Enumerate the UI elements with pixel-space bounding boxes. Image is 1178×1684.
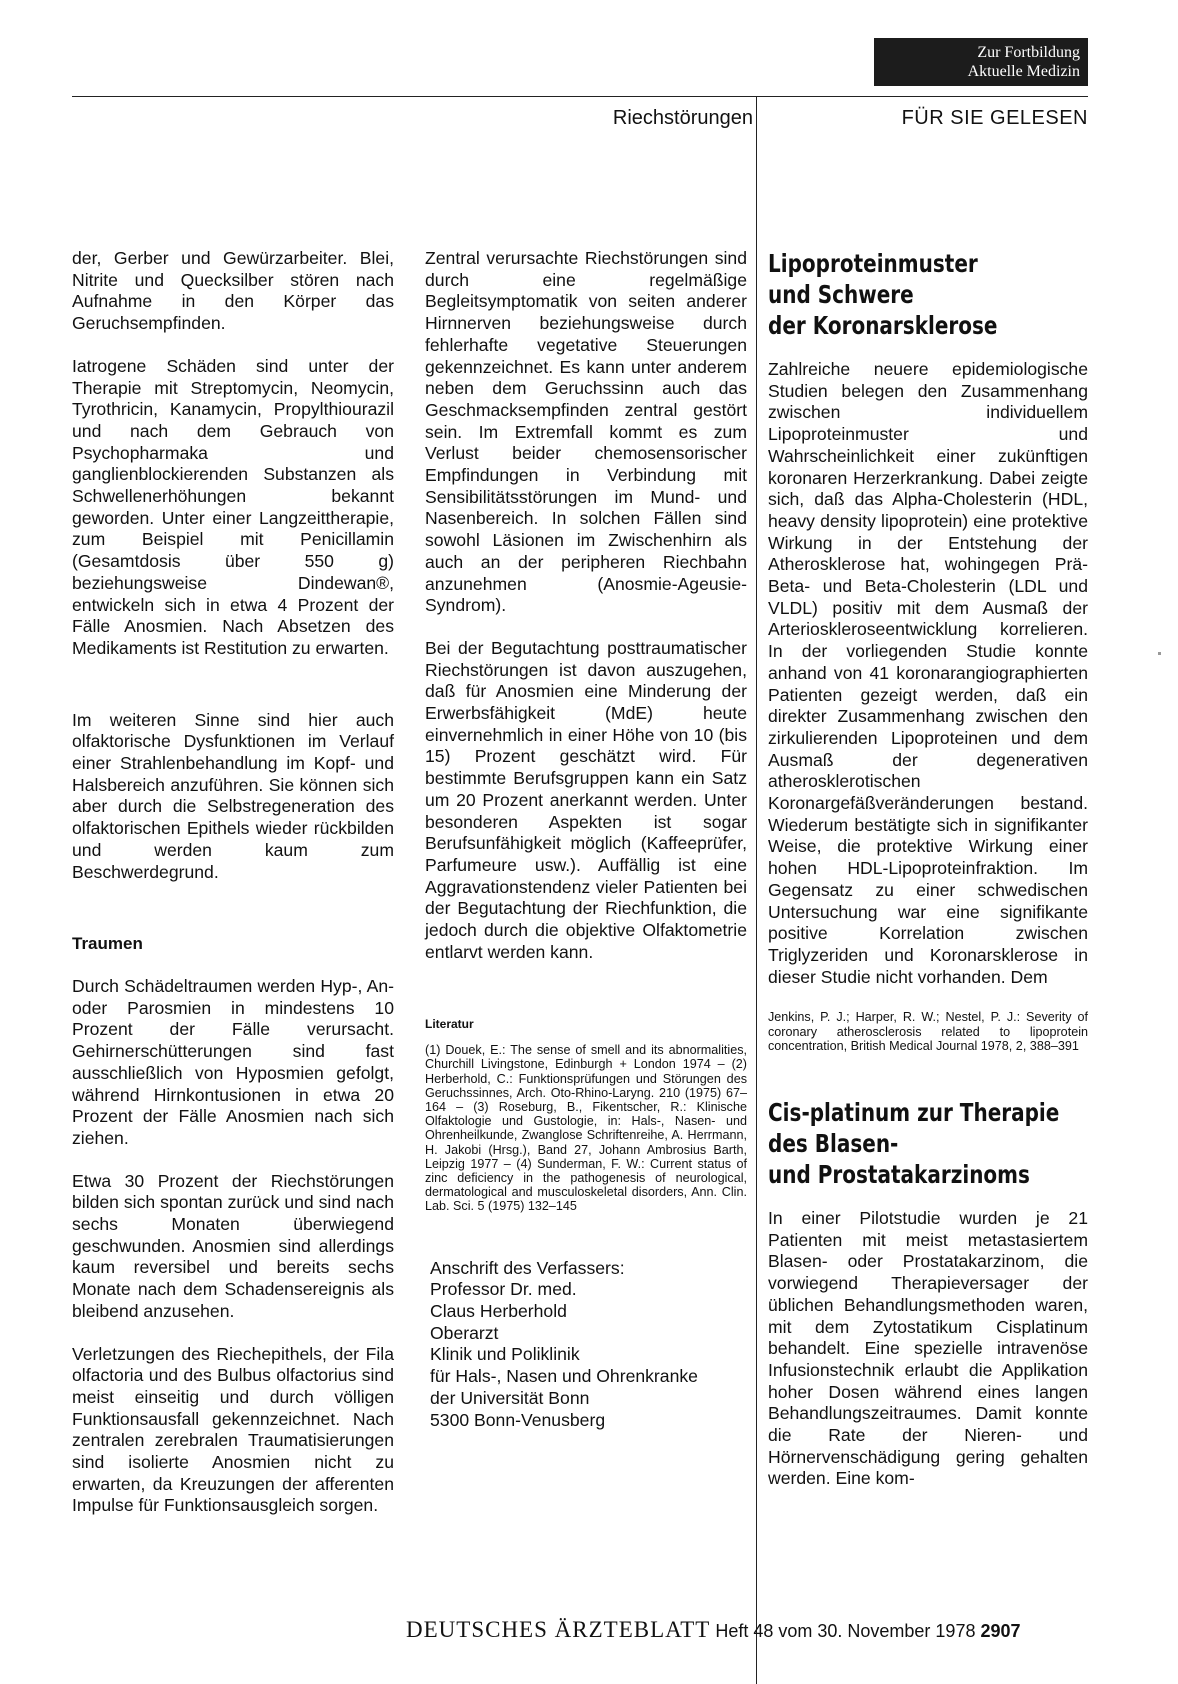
header-rule <box>72 96 1088 97</box>
headline-cis-platinum <box>768 1097 1060 1190</box>
paragraph: Im weiteren Sinne sind hier auch olfaktorische Dysfunktionen im Verlauf einer Strahlenbehandlung im Kopf- und Halsbereich anzuführen. Sie können sich aber durch die Selbstregeneration des olfaktorischen Epithels wieder rückbilden und werden kaum zum Beschwerdegrund. <box>72 709 394 882</box>
address-line: Claus Herberhold <box>430 1301 567 1322</box>
paragraph: In einer Pilotstudie wurden je 21 Patienten mit meist metastasiertem Blasen- oder Prostatakarzinom, die vorwiegend Therapieversager der üblichen Behandlungsmethoden waren, mit dem Zytostatikum Cisplatinum behandelt. Eine spezielle intravenöse Infusionstechnik erlaubt die Applikation hoher Dosen während eines langen Behandlungszeitraumes. Damit konnte die Rate der Nieren- und Hörnervenschädigung gering gehalten werden. Eine kom- <box>768 1208 1088 1489</box>
address-line: Professor Dr. med. <box>430 1279 577 1300</box>
headline-lipoprotein <box>768 248 1024 341</box>
author-address <box>425 1258 747 1432</box>
department-badge <box>874 38 1088 86</box>
headline-line: der Koronarsklerose <box>768 311 998 340</box>
address-line: 5300 Bonn-Venusberg <box>430 1409 606 1430</box>
paragraph: Bei der Begutachtung posttraumatischer Riechstörungen ist davon auszugehen, daß für Anosmien eine Minderung der Erwerbsfähigkeit (MdE) heute einvernehmlich in einer Höhe von 10 (bis 15) Prozent geschätzt wird. Für bestimmte Berufsgruppen kann ein Satz um 20 Prozent anerkannt werden. Unter besonderen Aspekten ist sogar Berufsunfähigkeit möglich (Kaffeeprüfer, Parfumeure usw.). Auffällig ist eine Aggravationstendenz vieler Patienten bei der Begutachtung der Riechfunktion, die jedoch durch die objektive Olfaktometrie entlarvt werden kann. <box>425 637 747 962</box>
paragraph: Durch Schädeltraumen werden Hyp-, An- oder Parosmien in mindestens 10 Prozent der Fälle verursacht. Gehirnerschütterungen sind fast ausschließlich von Hyposmien gefolgt, während Hirnkontusionen in etwa 20 Prozent der Fälle Anosmien nach sich ziehen. <box>72 975 394 1148</box>
paragraph: Etwa 30 Prozent der Riechstörungen bilden sich spontan zurück und sind nach sechs Monaten überwiegend geschwunden. Anosmien sind allerdings kaum reversibel und bereits sechs Monate nach dem Schadensereignis als bleibend anzusehen. <box>72 1170 394 1321</box>
article-column-3 <box>768 248 1088 1490</box>
paragraph: Zahlreiche neuere epidemiologische Studien belegen den Zusammenhang zwischen individuellem Lipoproteinmuster und Wahrscheinlichkeit einer zukünftigen koronaren Herzerkrankung. Dabei zeigte sich, daß das Alpha-Cholesterin (HDL, heavy density lipoprotein) eine protektive Wirkung in der Entstehung der Atherosklerose hat, wohingegen Prä-Beta- und Beta-Cholesterin (LDL und VLDL) positiv mit dem Ausmaß der Arterioskleroseentwicklung korrelieren. In der vorliegenden Studie konnte anhand von 41 koronarangiographierten Patienten gezeigt werden, daß ein direkter Zusammenhang zwischen den zirkulierenden Lipoproteinen und dem Ausmaß der degenerativen atherosklerotischen Koronargefäßveränderungen bestand. Wiederum bestätigte sich in signifikanter Weise, die protektive Wirkung einer hohen HDL-Lipoproteinfraktion. Im Gegensatz zu einer schwedischen Untersuchung war eine signifikante positive Korrelation zwischen Triglyzeriden und Koronarsklerose in dieser Studie nicht vorhanden. Dem <box>768 359 1088 987</box>
headline-line: Cis-platinum zur Therapie <box>768 1098 1060 1127</box>
badge-line-2: Aktuelle Medizin <box>967 63 1080 80</box>
headline-line: und Prostatakarzinoms <box>768 1160 1030 1189</box>
section-title-right: FÜR SIE GELESEN <box>901 107 1088 129</box>
address-line: der Universität Bonn <box>430 1387 590 1408</box>
address-line: für Hals-, Nasen und Ohrenkranke <box>430 1366 698 1387</box>
paragraph: Zentral verursachte Riechstörungen sind durch eine regelmäßige Begleitsymptomatik von seiten anderer Hirnnerven beziehungsweise durch fehlerhafte vegetative Steuerungen gekennzeichnet. Es kann unter anderem neben dem Geruchssinn auch das Geschmacksempfinden zentral gestört sein. Im Extremfall kommt es zum Verlust beider chemosensorischer Empfindungen in Verbindung mit Sensibilitätsstörungen im Mund- und Nasenbereich. In solchen Fällen sind sowohl Läsionen im Zwischenhirn als auch an der peripheren Riechbahn anzunehmen (Anosmie-Ageusie-Syndrom). <box>425 248 747 616</box>
column-divider <box>756 96 757 1684</box>
address-line: Anschrift des Verfassers: <box>430 1257 625 1278</box>
article-column-1 <box>72 248 394 1517</box>
section-title-left: Riechstörungen <box>612 107 753 129</box>
scan-mark <box>1158 652 1161 655</box>
article-column-2 <box>425 248 747 1431</box>
references-list: (1) Douek, E.: The sense of smell and its abnormalities, Churchill Livingstone, Edinburgh + London 1974 – (2) Herberhold, C.: Funktionsprüfungen und Störungen des Geruchssinnes, Arch. Oto-Rhino-Laryng. 210 (1975) 67–164 – (3) Roseburg, B., Fikentscher, R.: Klinische Olfaktologie und Gustologie, in: Hals-, Nasen- und Ohrenheilkunde, Zwanglose Schriftenreihe, A. Herrmann, H. Jakobi (Hrsg.), Band 27, Johann Ambrosius Barth, Leipzig 1977 – (4) Sunderman, F. W.: Current status of zinc deficiency in the pathogenesis of neurological, dermatological and musculoskeletal disorders, Ann. Clin. Lab. Sci. 5 (1975) 132–145 <box>425 1043 747 1214</box>
references-title: Literatur <box>425 1016 474 1031</box>
page-number: 2907 <box>980 1621 1021 1641</box>
address-line: Oberarzt <box>430 1322 499 1343</box>
headline-line: Lipoproteinmuster <box>768 249 978 278</box>
headline-line: und Schwere <box>768 280 914 309</box>
paragraph: Verletzungen des Riechepithels, der Fila olfactoria und des Bulbus olfactorius sind meist einseitig und durch völligen Funktionsausfall gekennzeichnet. Nach zentralen zerebralen Traumatisierungen sind isolierte Anosmien nicht zu erwarten, da Kreuzungen der afferenten Impulse für Funktionsausgleich sorgen. <box>72 1343 394 1516</box>
page-footer <box>406 1617 1021 1643</box>
paragraph: der, Gerber und Gewürzarbeiter. Blei, Nitrite und Quecksilber stören nach Aufnahme in den Körper das Geruchsempfinden. <box>72 248 394 334</box>
address-line: Klinik und Poliklinik <box>430 1344 580 1365</box>
issue-info: Heft 48 vom 30. November 1978 <box>715 1621 976 1641</box>
article-reference: Jenkins, P. J.; Harper, R. W.; Nestel, P. J.: Severity of coronary atherosclerosis related to lipoprotein concentration, British Medical Journal 1978, 2, 388–391 <box>768 1010 1088 1053</box>
journal-name: DEUTSCHES ÄRZTEBLATT <box>406 1617 711 1642</box>
subheading-traumen: Traumen <box>72 934 143 954</box>
headline-line: des Blasen- <box>768 1129 899 1158</box>
paragraph: Iatrogene Schäden sind unter der Therapie mit Streptomycin, Neomycin, Tyrothricin, Kanamycin, Propylthiourazil und nach dem Gebrauch von Psychopharmaka und ganglienblockierenden Substanzen als Schwellenerhöhungen bekannt geworden. Unter einer Langzeittherapie, zum Beispiel mit Penicillamin (Gesamtdosis über 550 g) beziehungsweise Dindewan®, entwickeln sich in etwa 4 Prozent der Fälle Anosmien. Nach Absetzen des Medikaments ist Restitution zu erwarten. <box>72 355 394 658</box>
badge-line-1: Zur Fortbildung <box>977 44 1080 61</box>
